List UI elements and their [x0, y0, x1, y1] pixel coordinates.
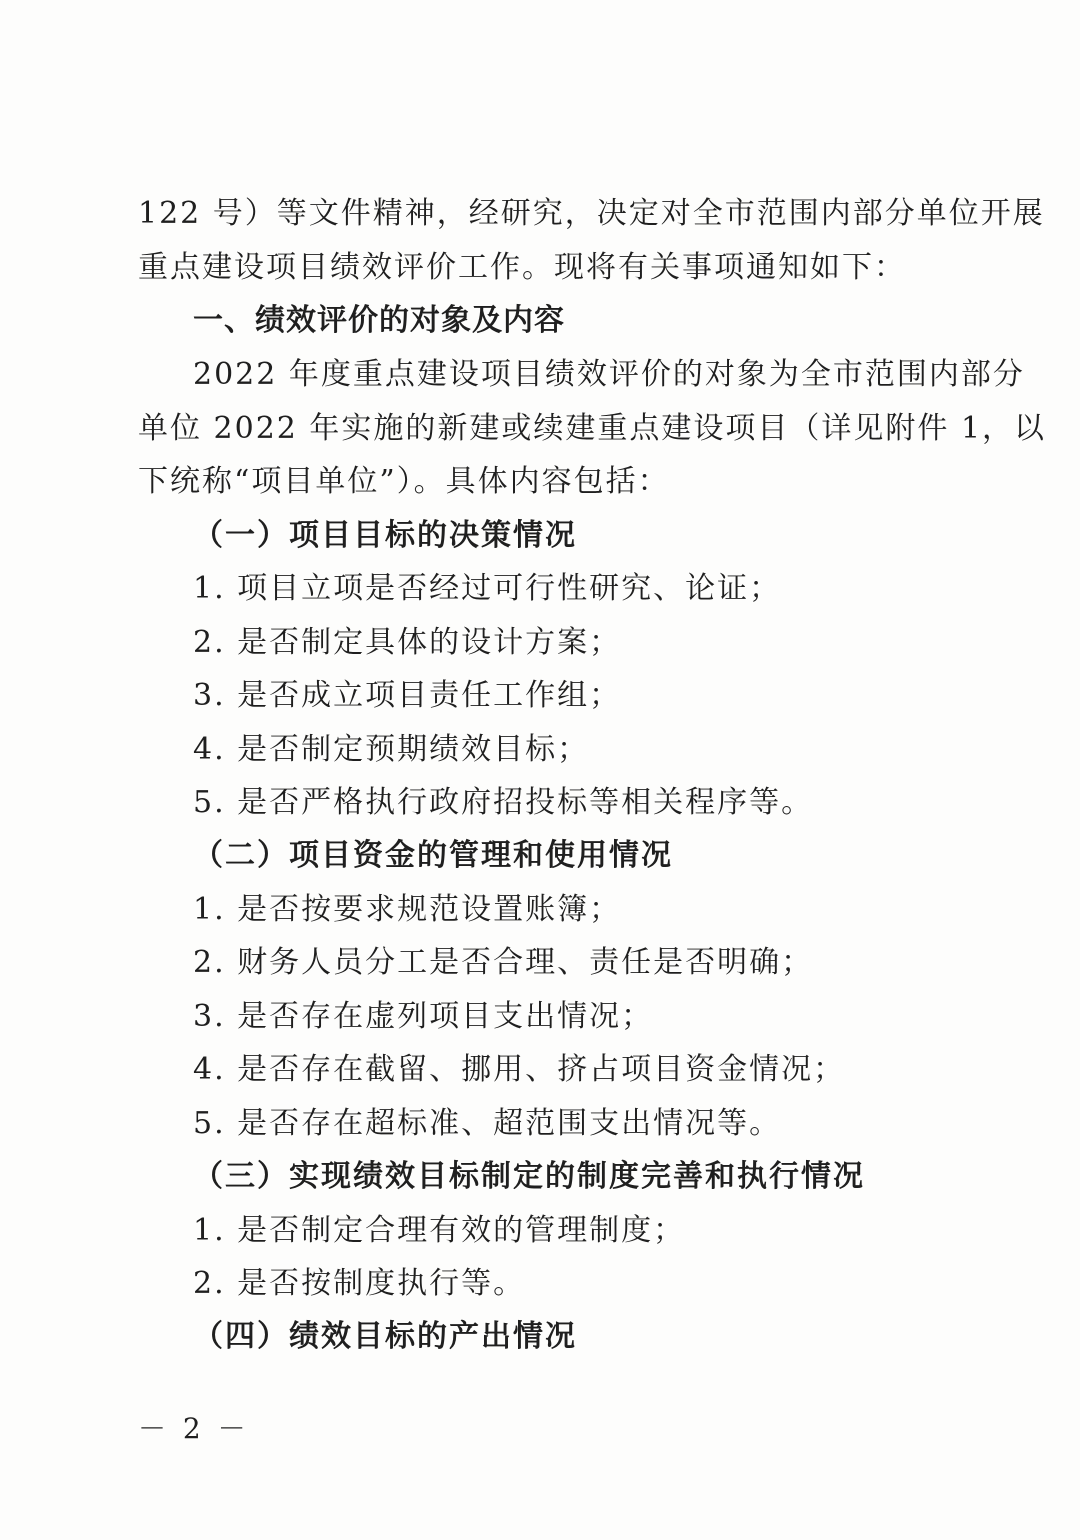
list-item: 1. 项目立项是否经过可行性研究、论证； [193, 571, 782, 606]
list-item: 3. 是否成立项目责任工作组； [193, 678, 622, 713]
subsection-heading: （二）项目资金的管理和使用情况 [193, 838, 673, 873]
subsection-heading: （一）项目目标的决策情况 [193, 518, 577, 553]
body-text-line: 下统称“项目单位”）。具体内容包括： [138, 464, 670, 499]
list-item: 4. 是否存在截留、挪用、挤占项目资金情况； [193, 1052, 846, 1087]
list-item: 2. 是否按制度执行等。 [193, 1266, 526, 1301]
list-item: 1. 是否制定合理有效的管理制度； [193, 1213, 686, 1248]
body-text-line: 122 号）等文件精神，经研究，决定对全市范围内部分单位开展 [138, 196, 1045, 231]
body-text-line: 单位 2022 年实施的新建或续建重点建设项目（详见附件 1，以 [138, 411, 1047, 446]
list-item: 5. 是否严格执行政府招投标等相关程序等。 [193, 785, 814, 820]
list-item: 4. 是否制定预期绩效目标； [193, 732, 590, 767]
subsection-heading: （三）实现绩效目标制定的制度完善和执行情况 [193, 1159, 865, 1194]
list-item: 1. 是否按要求规范设置账簿； [193, 892, 622, 927]
list-item: 5. 是否存在超标准、超范围支出情况等。 [193, 1106, 782, 1141]
list-item: 2. 财务人员分工是否合理、责任是否明确； [193, 945, 814, 980]
page-number: － 2 － [138, 1412, 250, 1445]
body-text-line: 重点建设项目绩效评价工作。现将有关事项通知如下： [138, 250, 906, 285]
list-item: 3. 是否存在虚列项目支出情况； [193, 999, 654, 1034]
subsection-heading: （四）绩效目标的产出情况 [193, 1319, 577, 1354]
list-item: 2. 是否制定具体的设计方案； [193, 625, 622, 660]
body-text-line: 2022 年度重点建设项目绩效评价的对象为全市范围内部分 [193, 357, 1025, 392]
section-heading: 一、绩效评价的对象及内容 [193, 303, 565, 338]
